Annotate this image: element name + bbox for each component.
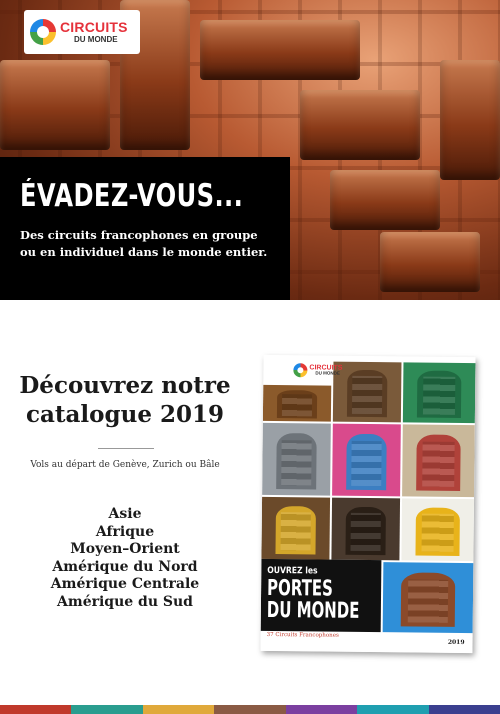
carved-pillar: [440, 60, 500, 180]
catalog-heading-line-2: catalogue 2019: [26, 400, 224, 428]
brand-logo[interactable]: [24, 10, 140, 54]
door-image: [403, 362, 476, 423]
stripe-segment: [286, 705, 357, 714]
catalog-circuits-count: 37 Circuits Francophones: [266, 631, 339, 639]
carved-bracket: [330, 170, 440, 230]
door-image: [401, 498, 474, 561]
door-image: [402, 424, 475, 497]
carved-bracket: [0, 60, 110, 150]
globe-icon: [293, 363, 307, 377]
hero-subtitle-line-2: ou en individuel dans le monde entier.: [20, 245, 268, 260]
region-item: Afrique: [95, 523, 155, 540]
brand-name: CIRCUITS: [60, 19, 128, 35]
region-item: Moyen–Orient: [70, 541, 180, 557]
region-list: [0, 506, 250, 611]
carved-bracket: [380, 232, 480, 292]
stripe-segment: [429, 705, 500, 714]
door-image: [261, 497, 330, 560]
catalog-title-band: [261, 559, 382, 632]
catalog-logo: [293, 363, 342, 378]
hero-title: ÉVADEZ-VOUS...: [20, 178, 244, 214]
hero-subtitle-line-1: Des circuits francophones en groupe: [20, 228, 258, 243]
catalog-footer: [260, 633, 472, 653]
door-image: [383, 562, 474, 633]
stripe-segment: [0, 705, 71, 714]
catalog-year: 2019: [447, 638, 465, 647]
carved-bracket: [200, 20, 360, 80]
flights-info: Vols au départ de Genève, Zurich ou Bâle: [30, 460, 220, 470]
stripe-segment: [143, 705, 214, 714]
region-item: Amérique Centrale: [50, 576, 200, 592]
hero-banner: [0, 0, 500, 300]
color-stripe: [0, 705, 500, 714]
brand-subname: DU MONDE: [74, 35, 118, 44]
region-item: Amérique du Sud: [57, 593, 193, 610]
catalog-title-line-1: PORTES: [266, 575, 333, 602]
region-item: Asie: [108, 506, 142, 522]
region-item: Amérique du Nord: [52, 558, 198, 575]
carved-bracket: [300, 90, 420, 160]
hero-text-box: [0, 157, 290, 300]
catalog-cover[interactable]: [260, 355, 475, 653]
door-image: [262, 423, 331, 496]
catalog-brand-subname: DU MONDE: [315, 370, 340, 376]
catalog-title-small: OUVREZ les: [267, 565, 318, 577]
door-image: [263, 385, 331, 422]
catalog-brand-name: CIRCUITS: [309, 364, 343, 372]
stripe-segment: [71, 705, 142, 714]
divider: [98, 448, 154, 449]
stripe-segment: [214, 705, 285, 714]
catalog-heading: [0, 372, 250, 430]
catalog-title-line-2: DU MONDE: [266, 597, 360, 624]
hero-subtitle: [20, 227, 290, 262]
stripe-segment: [357, 705, 428, 714]
catalog-heading-line-1: Découvrez notre: [19, 372, 231, 399]
door-image: [331, 498, 400, 561]
door-image: [332, 424, 401, 497]
globe-icon: [30, 19, 56, 45]
door-image: [333, 362, 402, 423]
